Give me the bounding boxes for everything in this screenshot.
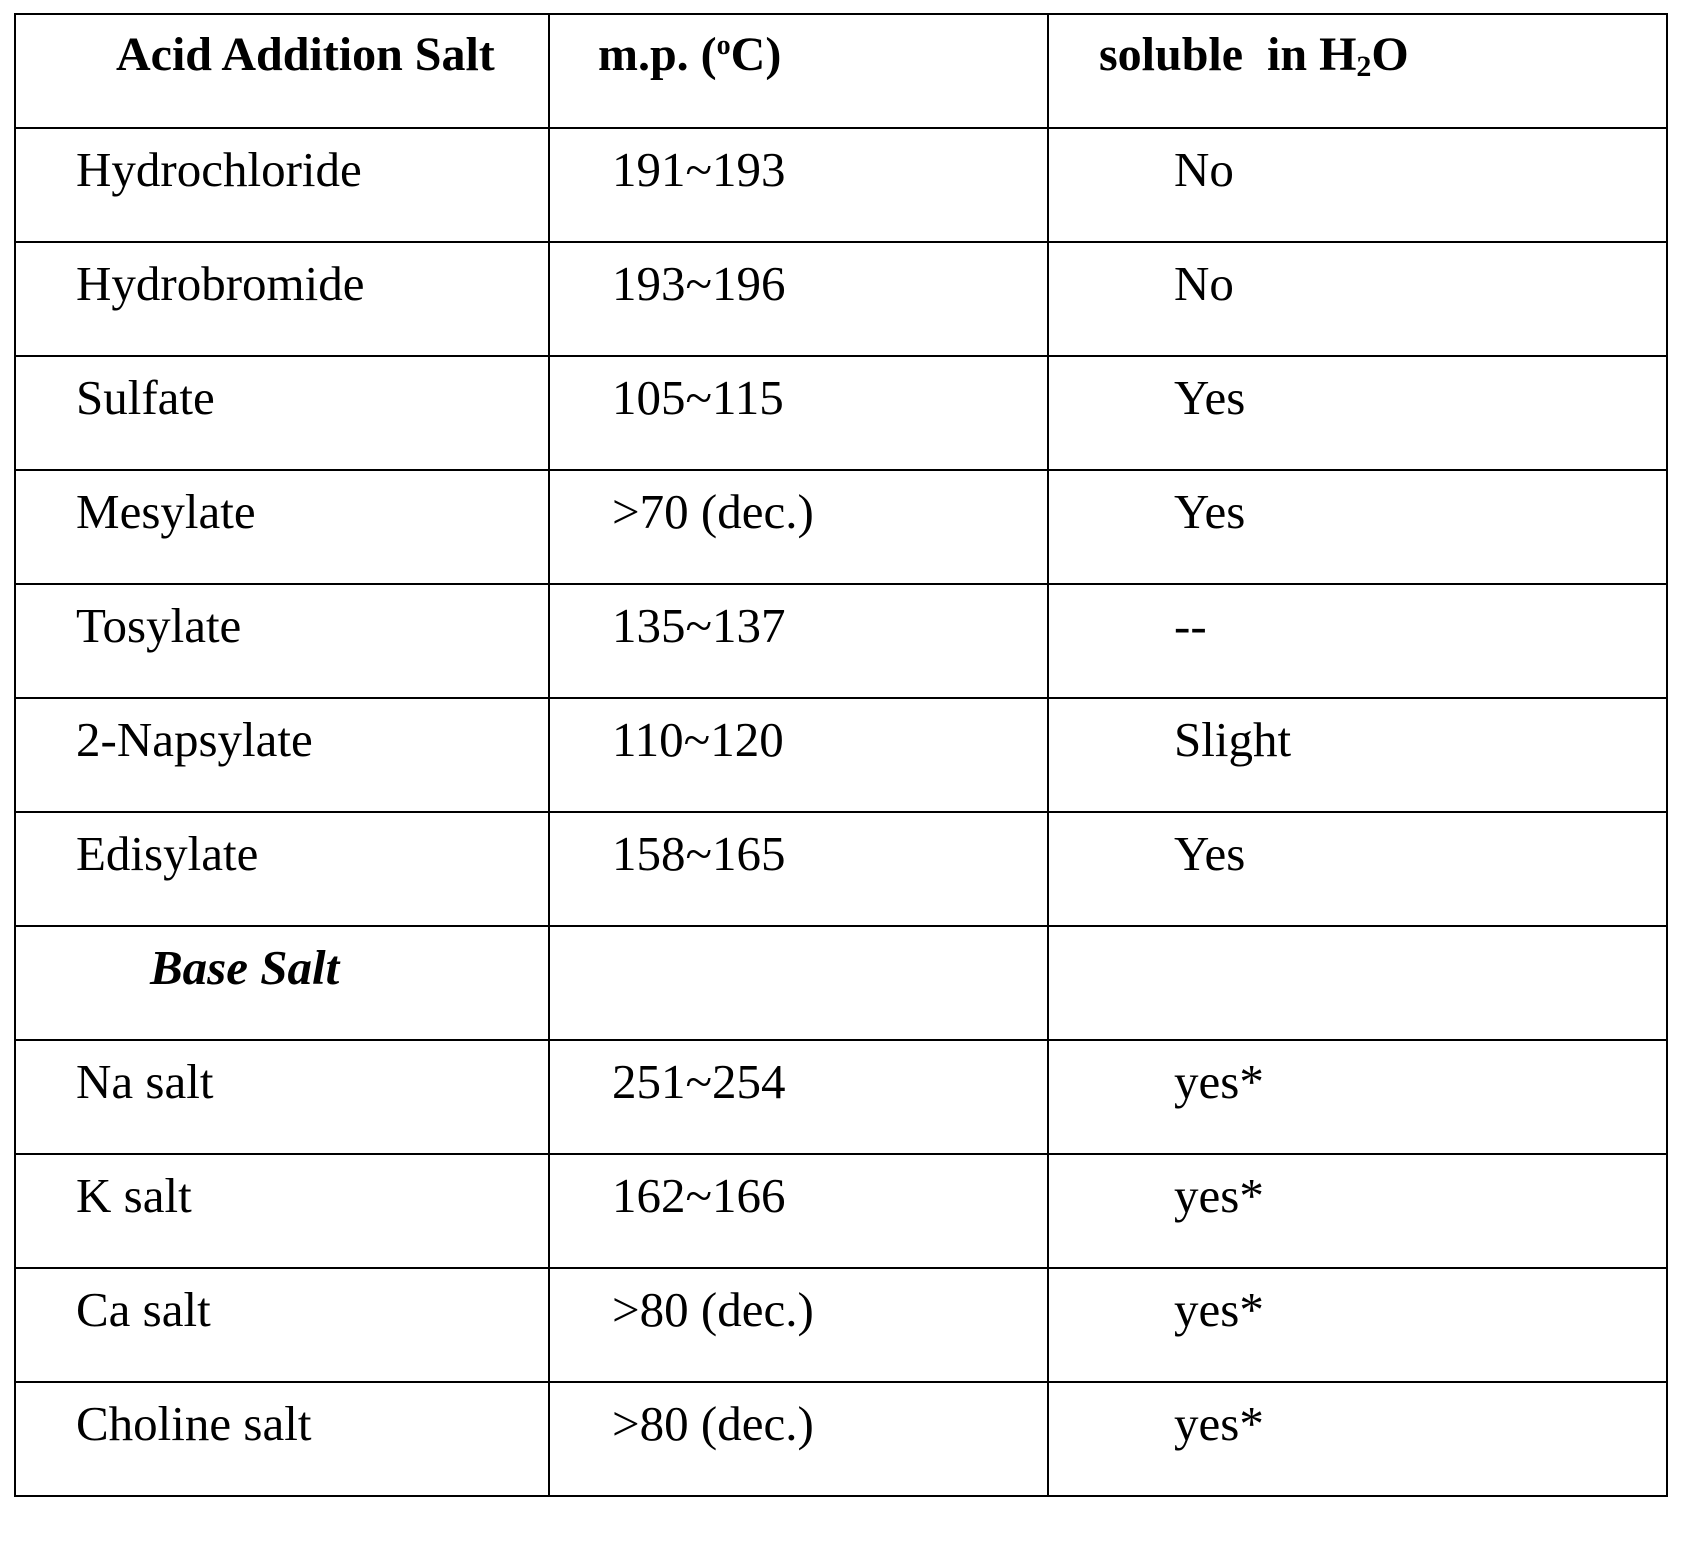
- header-solubility: soluble in H2O: [1048, 14, 1667, 128]
- solubility-cell: [1048, 356, 1667, 470]
- melting-point-cell: [549, 698, 1048, 812]
- salt-name: K salt: [16, 1155, 548, 1220]
- table-row: [15, 1382, 1667, 1496]
- melting-point: 158~165: [550, 813, 1047, 878]
- melting-point-cell: [549, 812, 1048, 926]
- table-row: [15, 1040, 1667, 1154]
- salt-name-cell: [15, 242, 549, 356]
- base-salt-section-row: [15, 926, 1667, 1040]
- section-label: Base Salt: [16, 927, 548, 992]
- melting-point-cell: [549, 128, 1048, 242]
- empty-cell: [1048, 926, 1667, 1040]
- salt-name: Na salt: [16, 1041, 548, 1106]
- melting-point: 110~120: [550, 699, 1047, 764]
- section-label-cell: [15, 926, 549, 1040]
- melting-point: 105~115: [550, 357, 1047, 422]
- solubility: Yes: [1049, 471, 1666, 536]
- solubility: No: [1049, 243, 1666, 308]
- salt-name: Ca salt: [16, 1269, 548, 1334]
- header-melting-point: m.p. (oC): [549, 14, 1048, 128]
- melting-point-cell: [549, 1268, 1048, 1382]
- table-row: [15, 1154, 1667, 1268]
- melting-point-cell: [549, 356, 1048, 470]
- table-row: [15, 128, 1667, 242]
- solubility: No: [1049, 129, 1666, 194]
- melting-point: 135~137: [550, 585, 1047, 650]
- salt-name: Hydrobromide: [16, 243, 548, 308]
- melting-point: 251~254: [550, 1041, 1047, 1106]
- salt-name-cell: [15, 584, 549, 698]
- salt-name: 2-Napsylate: [16, 699, 548, 764]
- melting-point: 191~193: [550, 129, 1047, 194]
- melting-point: >70 (dec.): [550, 471, 1047, 536]
- melting-point-cell: [549, 242, 1048, 356]
- solubility-cell: [1048, 128, 1667, 242]
- salt-name: Sulfate: [16, 357, 548, 422]
- solubility-cell: [1048, 1382, 1667, 1496]
- melting-point: 193~196: [550, 243, 1047, 308]
- salt-properties-table: [14, 13, 1668, 1497]
- solubility-cell: [1048, 470, 1667, 584]
- melting-point-cell: [549, 584, 1048, 698]
- solubility: yes*: [1049, 1155, 1666, 1220]
- salt-name-cell: [15, 128, 549, 242]
- melting-point: 162~166: [550, 1155, 1047, 1220]
- empty-cell: [549, 926, 1048, 1040]
- solubility-cell: [1048, 242, 1667, 356]
- salt-name: Choline salt: [16, 1383, 548, 1448]
- melting-point-cell: [549, 1040, 1048, 1154]
- solubility: Yes: [1049, 813, 1666, 878]
- salt-name-cell: [15, 1040, 549, 1154]
- salt-name-cell: [15, 812, 549, 926]
- solubility-cell: [1048, 698, 1667, 812]
- solubility-cell: [1048, 1268, 1667, 1382]
- salt-name: Edisylate: [16, 813, 548, 878]
- salt-name: Hydrochloride: [16, 129, 548, 194]
- solubility-cell: [1048, 1040, 1667, 1154]
- salt-name-cell: [15, 470, 549, 584]
- header-row: [15, 14, 1667, 128]
- solubility: Yes: [1049, 357, 1666, 422]
- salt-name: Tosylate: [16, 585, 548, 650]
- salt-name-cell: [15, 1268, 549, 1382]
- salt-name-cell: [15, 1382, 549, 1496]
- header-salt: Acid Addition Salt: [15, 14, 549, 128]
- table-row: [15, 1268, 1667, 1382]
- solubility-cell: [1048, 812, 1667, 926]
- melting-point: >80 (dec.): [550, 1383, 1047, 1448]
- table-row: [15, 470, 1667, 584]
- table-row: [15, 356, 1667, 470]
- melting-point-cell: [549, 1154, 1048, 1268]
- solubility: yes*: [1049, 1041, 1666, 1106]
- solubility: yes*: [1049, 1269, 1666, 1334]
- solubility: yes*: [1049, 1383, 1666, 1448]
- salt-name-cell: [15, 1154, 549, 1268]
- melting-point-cell: [549, 470, 1048, 584]
- salt-name: Mesylate: [16, 471, 548, 536]
- table-row: [15, 698, 1667, 812]
- solubility-cell: [1048, 1154, 1667, 1268]
- melting-point-cell: [549, 1382, 1048, 1496]
- table-row: [15, 242, 1667, 356]
- table-row: [15, 584, 1667, 698]
- solubility-cell: [1048, 584, 1667, 698]
- solubility: Slight: [1049, 699, 1666, 764]
- salt-name-cell: [15, 698, 549, 812]
- salt-name-cell: [15, 356, 549, 470]
- table-row: [15, 812, 1667, 926]
- solubility: --: [1049, 585, 1666, 650]
- melting-point: >80 (dec.): [550, 1269, 1047, 1334]
